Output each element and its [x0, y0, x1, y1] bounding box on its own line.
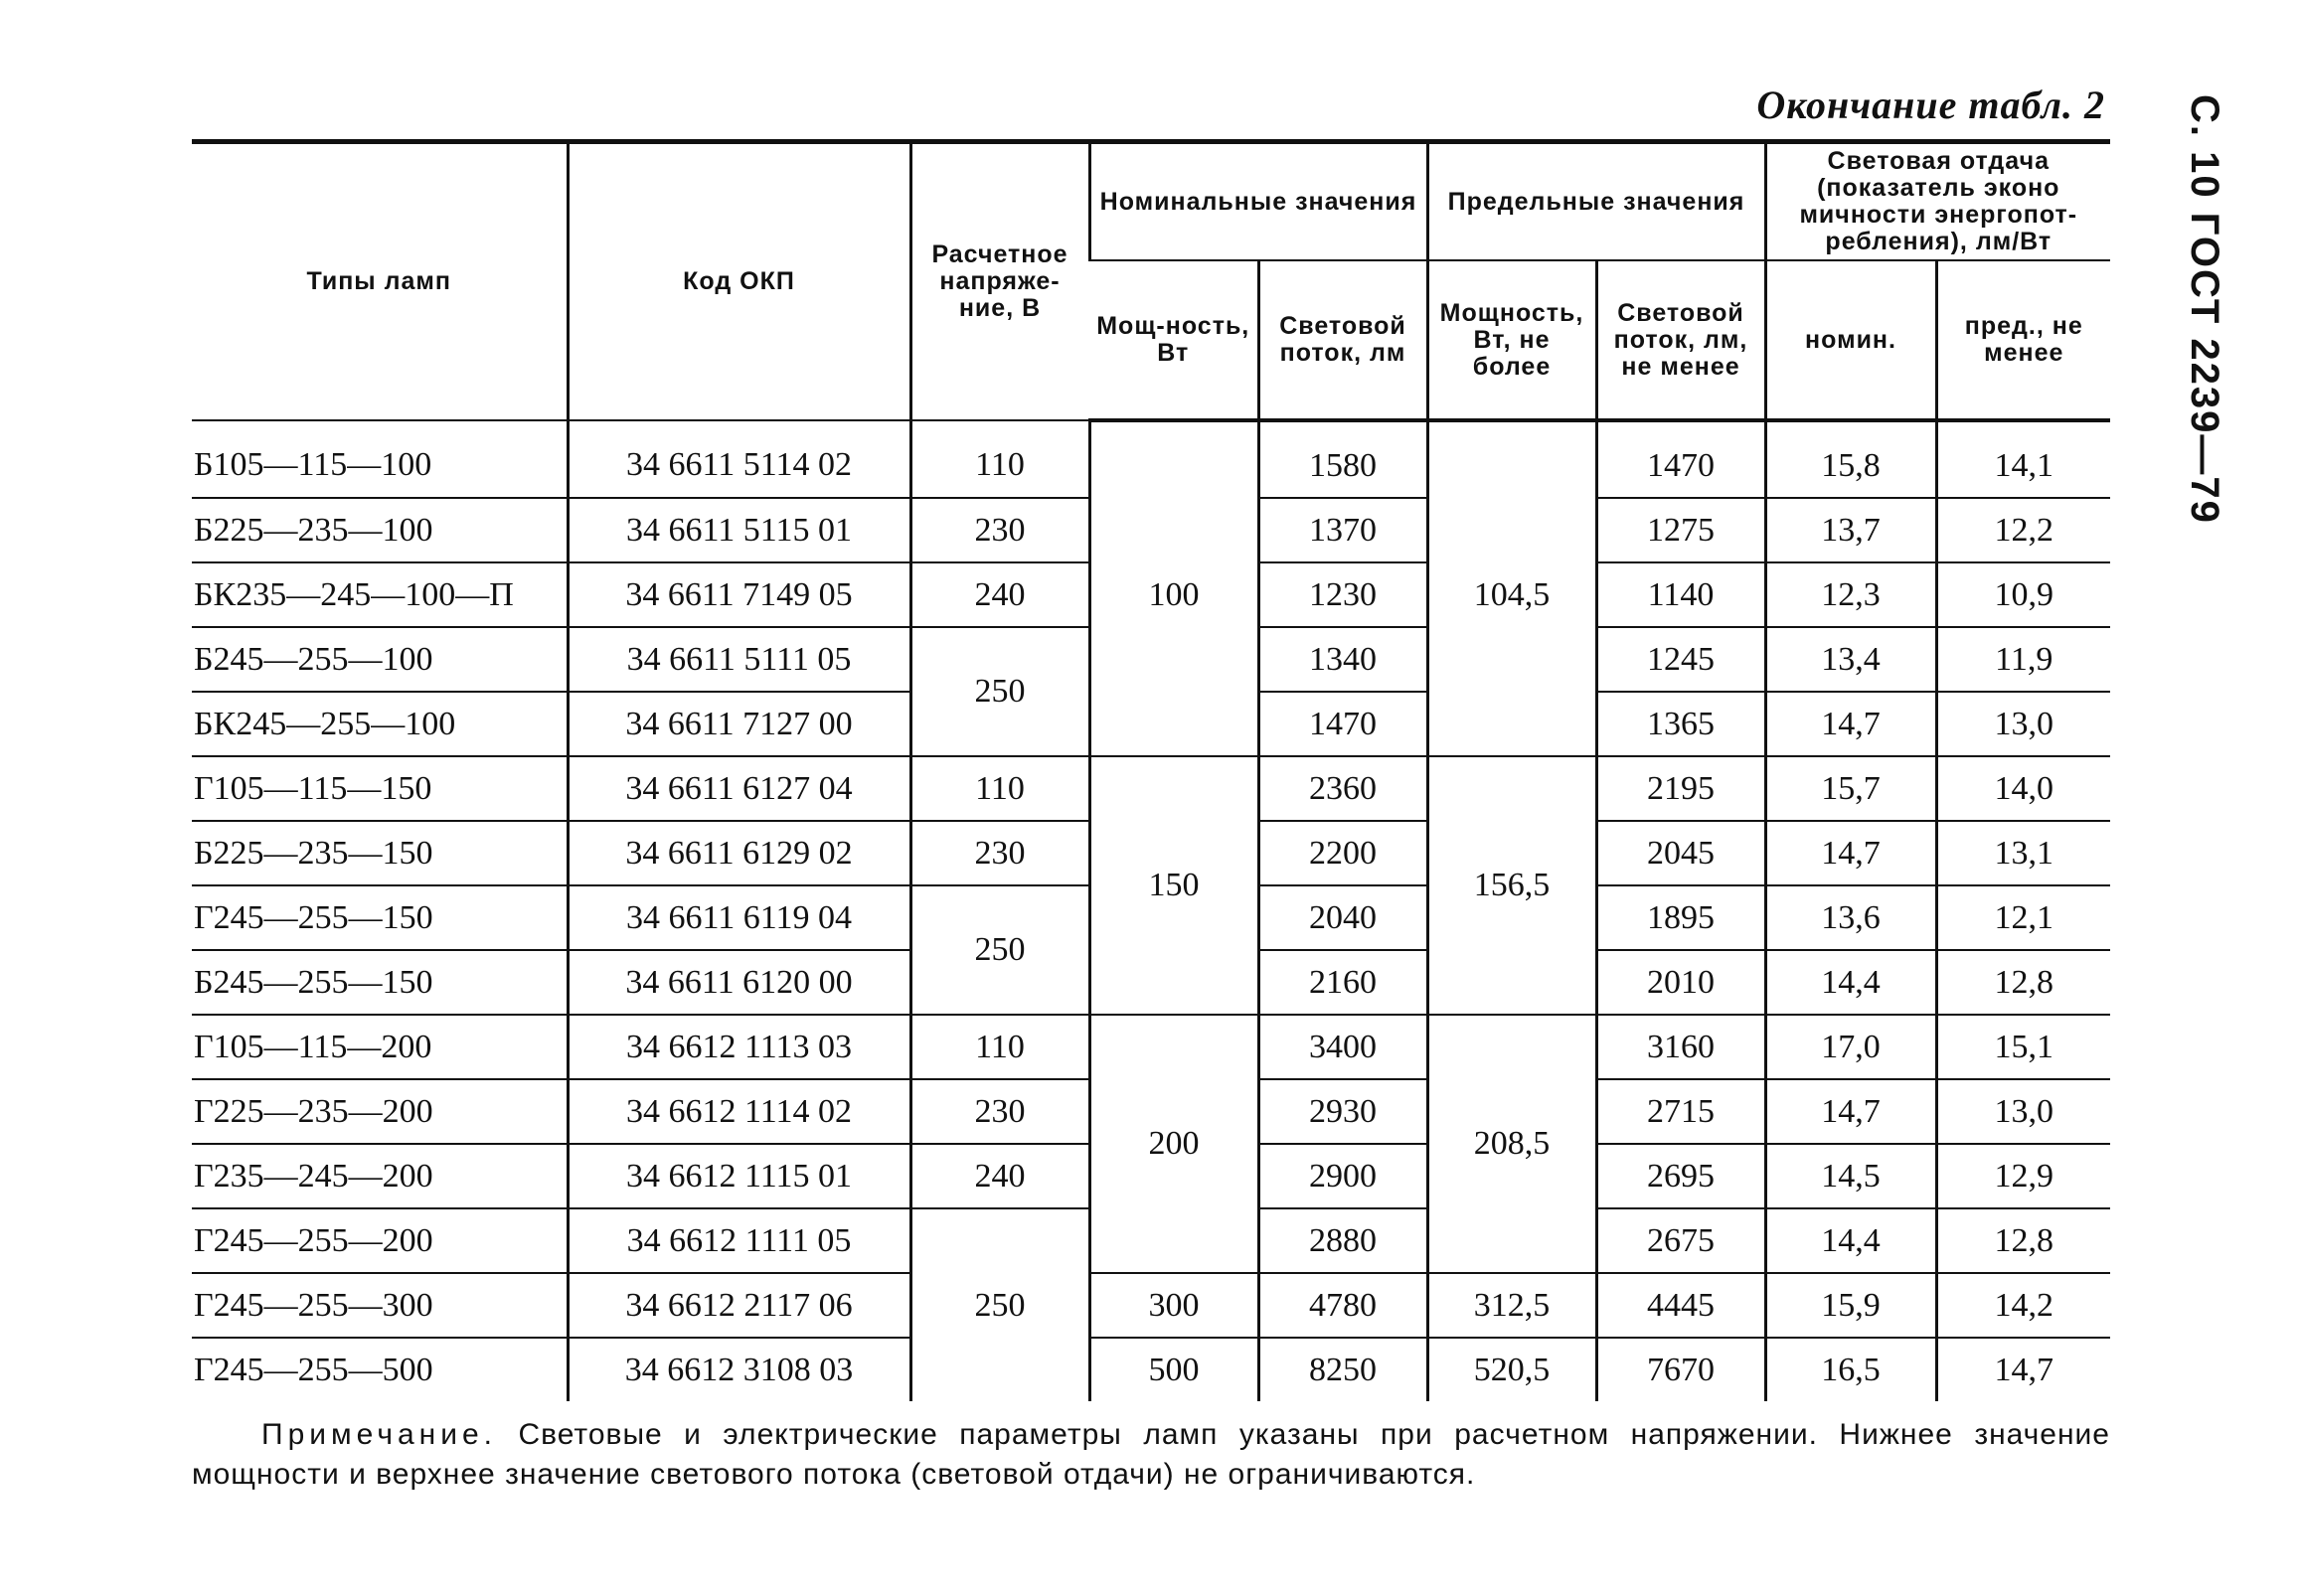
page-side-header: С. 10 ГОСТ 2239—79 — [2183, 94, 2226, 525]
footnote-label: Примечание. — [261, 1418, 497, 1451]
table-row — [192, 1273, 2110, 1338]
header-voltage: Расчетное напряже-ние, В — [910, 142, 1089, 421]
nominal-flux-cell: 1580 — [1258, 420, 1427, 498]
efficacy-nominal-cell: 14,5 — [1765, 1144, 1936, 1208]
efficacy-min-cell: 11,9 — [1936, 627, 2110, 692]
okp-code-cell: 34 6612 1114 02 — [568, 1079, 910, 1144]
voltage-cell: 250 — [910, 1208, 1089, 1401]
limit-flux-cell: 2675 — [1596, 1208, 1765, 1273]
okp-code-cell: 34 6612 3108 03 — [568, 1338, 910, 1401]
header-efficacy-nominal: номин. — [1765, 260, 1936, 420]
limit-flux-cell: 7670 — [1596, 1338, 1765, 1401]
nominal-power-cell: 150 — [1089, 756, 1258, 1015]
nominal-flux-cell: 1340 — [1258, 627, 1427, 692]
limit-power-cell: 156,5 — [1427, 756, 1596, 1015]
limit-flux-cell: 1245 — [1596, 627, 1765, 692]
limit-power-cell: 520,5 — [1427, 1338, 1596, 1401]
nominal-flux-cell: 8250 — [1258, 1338, 1427, 1401]
limit-flux-cell: 1365 — [1596, 692, 1765, 756]
efficacy-min-cell: 13,0 — [1936, 1079, 2110, 1144]
table-row — [192, 756, 2110, 821]
limit-flux-cell: 3160 — [1596, 1015, 1765, 1079]
lamp-parameters-table — [192, 139, 2110, 1401]
nominal-flux-cell: 2900 — [1258, 1144, 1427, 1208]
okp-code-cell: 34 6611 5111 05 — [568, 627, 910, 692]
lamp-type-cell: Г245—255—200 — [192, 1208, 568, 1273]
efficacy-nominal-cell: 15,7 — [1765, 756, 1936, 821]
efficacy-min-cell: 12,9 — [1936, 1144, 2110, 1208]
okp-code-cell: 34 6611 5115 01 — [568, 498, 910, 562]
lamp-type-cell: Г105—115—200 — [192, 1015, 568, 1079]
efficacy-min-cell: 14,7 — [1936, 1338, 2110, 1401]
lamp-type-cell: Г225—235—200 — [192, 1079, 568, 1144]
okp-code-cell: 34 6611 6119 04 — [568, 885, 910, 950]
efficacy-min-cell: 12,8 — [1936, 950, 2110, 1015]
efficacy-min-cell: 15,1 — [1936, 1015, 2110, 1079]
nominal-flux-cell: 4780 — [1258, 1273, 1427, 1338]
lamp-type-cell: Г245—255—500 — [194, 1351, 433, 1388]
nominal-power-cell: 200 — [1089, 1015, 1258, 1273]
voltage-cell: 230 — [910, 821, 1089, 885]
voltage-cell: 110 — [910, 1015, 1089, 1079]
efficacy-nominal-cell: 14,4 — [1765, 950, 1936, 1015]
nominal-flux-cell: 2930 — [1258, 1079, 1427, 1144]
lamp-type-cell: Б245—255—100 — [192, 627, 568, 692]
nominal-flux-cell: 1370 — [1258, 498, 1427, 562]
okp-code-cell: 34 6611 7149 05 — [568, 562, 910, 627]
efficacy-nominal-cell: 14,7 — [1765, 692, 1936, 756]
lamp-type-cell: Г105—115—150 — [192, 756, 568, 821]
nominal-flux-cell: 2880 — [1258, 1208, 1427, 1273]
lamp-type-cell: Г245—255—300 — [192, 1273, 568, 1338]
table-row — [192, 420, 2110, 498]
voltage-cell: 110 — [910, 420, 1089, 498]
table-row — [192, 1338, 2110, 1401]
nominal-flux-cell: 1470 — [1258, 692, 1427, 756]
voltage-cell: 250 — [910, 627, 1089, 756]
voltage-cell: 250 — [910, 885, 1089, 1015]
nominal-flux-cell: 2040 — [1258, 885, 1427, 950]
efficacy-min-cell: 14,1 — [1936, 420, 2110, 498]
okp-code-cell: 34 6611 7127 00 — [568, 692, 910, 756]
lamp-type-cell: Б245—255—150 — [192, 950, 568, 1015]
header-efficacy-min: пред., не менее — [1936, 260, 2110, 420]
efficacy-min-cell: 12,8 — [1936, 1208, 2110, 1273]
footnote-text: Световые и электрические параметры ламп указаны при расчетном напряжении. Нижнее значение мощности и верхнее значение светового потока (световой отдачи) не ограничиваются. — [192, 1418, 2110, 1491]
okp-code-cell: 34 6612 2117 06 — [568, 1273, 910, 1338]
voltage-cell: 110 — [910, 756, 1089, 821]
efficacy-nominal-cell: 17,0 — [1765, 1015, 1936, 1079]
efficacy-nominal-cell: 15,9 — [1765, 1273, 1936, 1338]
header-nominal-power: Мощ-ность, Вт — [1089, 260, 1258, 420]
header-limit-group: Предельные значения — [1427, 142, 1765, 261]
nominal-flux-cell: 2160 — [1258, 950, 1427, 1015]
table-row — [192, 1015, 2110, 1079]
efficacy-nominal-cell: 13,7 — [1765, 498, 1936, 562]
efficacy-nominal-cell: 14,7 — [1765, 821, 1936, 885]
lamp-type-cell: БК245—255—100 — [192, 692, 568, 756]
header-limit-flux: Световой поток, лм, не менее — [1596, 260, 1765, 420]
okp-code-cell: 34 6612 1111 05 — [568, 1208, 910, 1273]
limit-flux-cell: 2715 — [1596, 1079, 1765, 1144]
limit-flux-cell: 4445 — [1596, 1273, 1765, 1338]
header-nominal-group: Номинальные значения — [1089, 142, 1427, 261]
limit-flux-cell: 1275 — [1596, 498, 1765, 562]
lamp-type-cell: БК235—245—100—П — [192, 562, 568, 627]
limit-power-cell: 208,5 — [1427, 1015, 1596, 1273]
limit-flux-cell: 2695 — [1596, 1144, 1765, 1208]
table-footnote — [192, 1415, 2110, 1495]
okp-code-cell: 34 6611 6120 00 — [568, 950, 910, 1015]
limit-power-cell: 104,5 — [1427, 420, 1596, 756]
voltage-cell: 230 — [910, 1079, 1089, 1144]
efficacy-min-cell: 13,1 — [1936, 821, 2110, 885]
header-okp-code: Код ОКП — [568, 142, 910, 421]
voltage-cell: 240 — [910, 1144, 1089, 1208]
nominal-flux-cell: 2200 — [1258, 821, 1427, 885]
efficacy-min-cell: 13,0 — [1936, 692, 2110, 756]
efficacy-nominal-cell: 16,5 — [1765, 1338, 1936, 1401]
efficacy-min-cell: 10,9 — [1936, 562, 2110, 627]
header-lamp-type: Типы ламп — [192, 142, 568, 421]
nominal-flux-cell: 1230 — [1258, 562, 1427, 627]
efficacy-min-cell: 14,0 — [1936, 756, 2110, 821]
okp-code-cell: 34 6611 5114 02 — [568, 420, 910, 498]
header-nominal-flux: Световой поток, лм — [1258, 260, 1427, 420]
nominal-flux-cell: 2360 — [1258, 756, 1427, 821]
nominal-flux-cell: 3400 — [1258, 1015, 1427, 1079]
limit-flux-cell: 2195 — [1596, 756, 1765, 821]
table-continuation-label: Окончание табл. 2 — [1756, 82, 2105, 127]
lamp-type-cell: Б105—115—100 — [192, 420, 568, 498]
efficacy-nominal-cell: 14,4 — [1765, 1208, 1936, 1273]
limit-flux-cell: 2010 — [1596, 950, 1765, 1015]
efficacy-min-cell: 12,1 — [1936, 885, 2110, 950]
lamp-type-cell: Б225—235—150 — [192, 821, 568, 885]
limit-flux-cell: 1895 — [1596, 885, 1765, 950]
efficacy-nominal-cell: 15,8 — [1765, 420, 1936, 498]
voltage-cell: 230 — [910, 498, 1089, 562]
efficacy-min-cell: 12,2 — [1936, 498, 2110, 562]
voltage-cell: 240 — [910, 562, 1089, 627]
limit-flux-cell: 1140 — [1596, 562, 1765, 627]
limit-flux-cell: 1470 — [1596, 420, 1765, 498]
efficacy-nominal-cell: 13,4 — [1765, 627, 1936, 692]
nominal-power-cell: 300 — [1089, 1273, 1258, 1338]
header-limit-power: Мощность, Вт, не более — [1427, 260, 1596, 420]
okp-code-cell: 34 6611 6129 02 — [568, 821, 910, 885]
header-efficacy-group: Световая отдача (показатель эконо мичности энергопот-ребления), лм/Вт — [1765, 142, 2110, 261]
limit-flux-cell: 2045 — [1596, 821, 1765, 885]
efficacy-min-cell: 14,2 — [1936, 1273, 2110, 1338]
okp-code-cell: 34 6612 1113 03 — [568, 1015, 910, 1079]
lamp-type-cell: Б225—235—100 — [192, 498, 568, 562]
okp-code-cell: 34 6612 1115 01 — [568, 1144, 910, 1208]
efficacy-nominal-cell: 12,3 — [1765, 562, 1936, 627]
lamp-type-cell: Г235—245—200 — [192, 1144, 568, 1208]
efficacy-nominal-cell: 13,6 — [1765, 885, 1936, 950]
efficacy-nominal-cell: 14,7 — [1765, 1079, 1936, 1144]
nominal-power-cell: 100 — [1089, 420, 1258, 756]
limit-power-cell: 312,5 — [1427, 1273, 1596, 1338]
nominal-power-cell: 500 — [1089, 1338, 1258, 1401]
okp-code-cell: 34 6611 6127 04 — [568, 756, 910, 821]
lamp-type-cell: Г245—255—150 — [192, 885, 568, 950]
